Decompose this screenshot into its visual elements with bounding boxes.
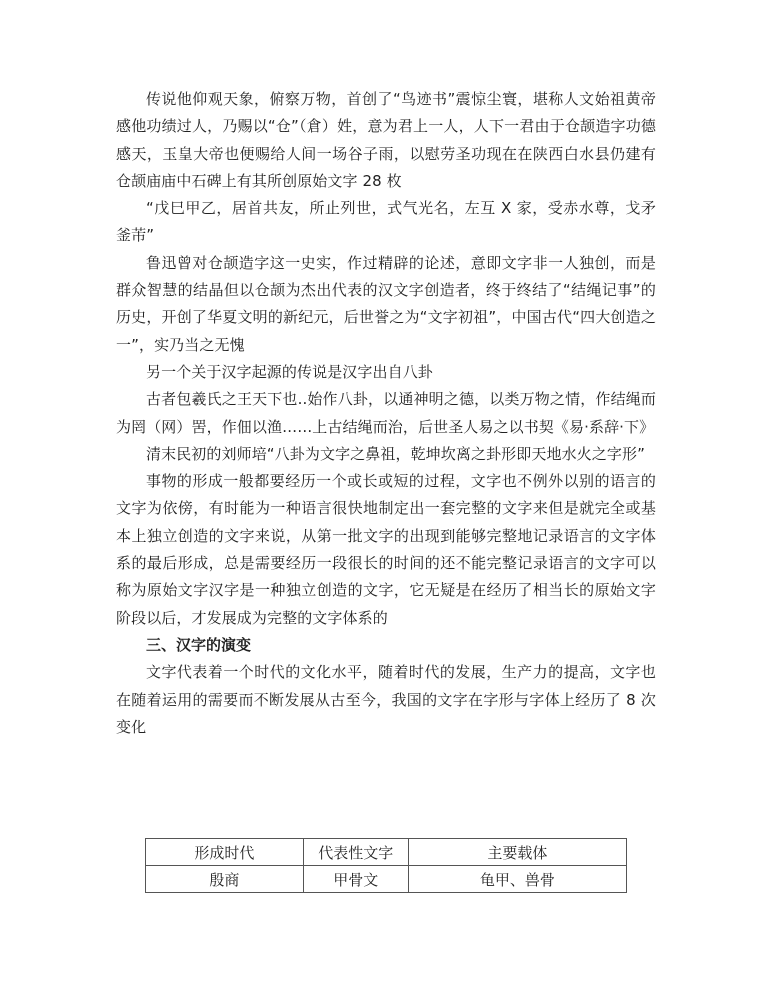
paragraph-cangjie-legend: 传说他仰观天象，俯察万物，首创了“鸟迹书”震惊尘寰，堪称人文始祖黄帝感他功绩过人，乃赐以“仓”（倉）姓，意为君上一人，人下一君由于仓颉造字功德感天，玉皇大帝也便赐给人间一场谷子雨，以慰劳圣功现在在陕西白水县仍建有仓颉庙庙中石碑上有其所创原始文字 28 枚 [116,90,656,190]
table-header-script: 代表性文字 [303,839,408,866]
paragraph-luxun-comment: 鲁迅曾对仓颉造字这一史实，作过精辟的论述，意即文字非一人独创，而是群众智慧的结晶但以仓颉为杰出代表的汉文字创造者，终于终结了“结绳记事”的历史，开创了华夏文明的新纪元，后世誉之为“文字初祖”，中国古代“四大创造之一”，实乃当之无愧 [116,253,656,354]
section-heading: 三、汉字的演变 [146,635,252,654]
paragraph-yi-xici-quote: 古者包羲氏之王天下也..始作八卦，以通神明之德，以类万物之情，作结绳而为罔（网）罟，作佃以渔……上古结绳而治，后世圣人易之以书契《易·系辞·下》 [116,390,656,436]
table-header-era: 形成时代 [146,839,304,866]
paragraph-liu-shipei-quote: 清末民初的刘师培“八卦为文字之鼻祖，乾坤坎离之卦形即天地水火之字形” [146,444,645,463]
script-evolution-table [145,838,627,893]
paragraph-bagua-legend: 另一个关于汉字起源的传说是汉字出自八卦 [146,362,433,381]
paragraph-evolution-intro: 文字代表着一个时代的文化水平，随着时代的发展，生产力的提高，文字也在随着运用的需要而不断发展从古至今，我国的文字在字形与字体上经历了 8 次变化 [116,663,656,736]
table-cell-medium: 龟甲、兽骨 [408,866,626,893]
table-cell-era: 殷商 [146,866,304,893]
table-row [146,866,627,893]
table-cell-script: 甲骨文 [303,866,408,893]
document-body [116,86,656,741]
paragraph-writing-formation: 事物的形成一般都要经历一个或长或短的过程，文字也不例外以别的语言的文字为依傍，有时能为一种语言很快地制定出一套完整的文字来但是就完全或基本上独立创造的文字来说，从第一批文字的出现到能够完整地记录语言的文字体系的最后形成，总是需要经历一段很长的时间的还不能完整记录语言的文字可以称为原始文字汉字是一种独立创造的文字，它无疑是在经历了相当长的原始文字阶段以后，才发展成为完整的文字体系的 [116,472,656,627]
table-header-row [146,839,627,866]
table-header-medium: 主要载体 [408,839,626,866]
paragraph-ancient-inscription: “戊巳甲乙，居首共友，所止列世，式气光名，左互 X 家，受赤水尊，戈矛釜芾” [116,199,656,245]
